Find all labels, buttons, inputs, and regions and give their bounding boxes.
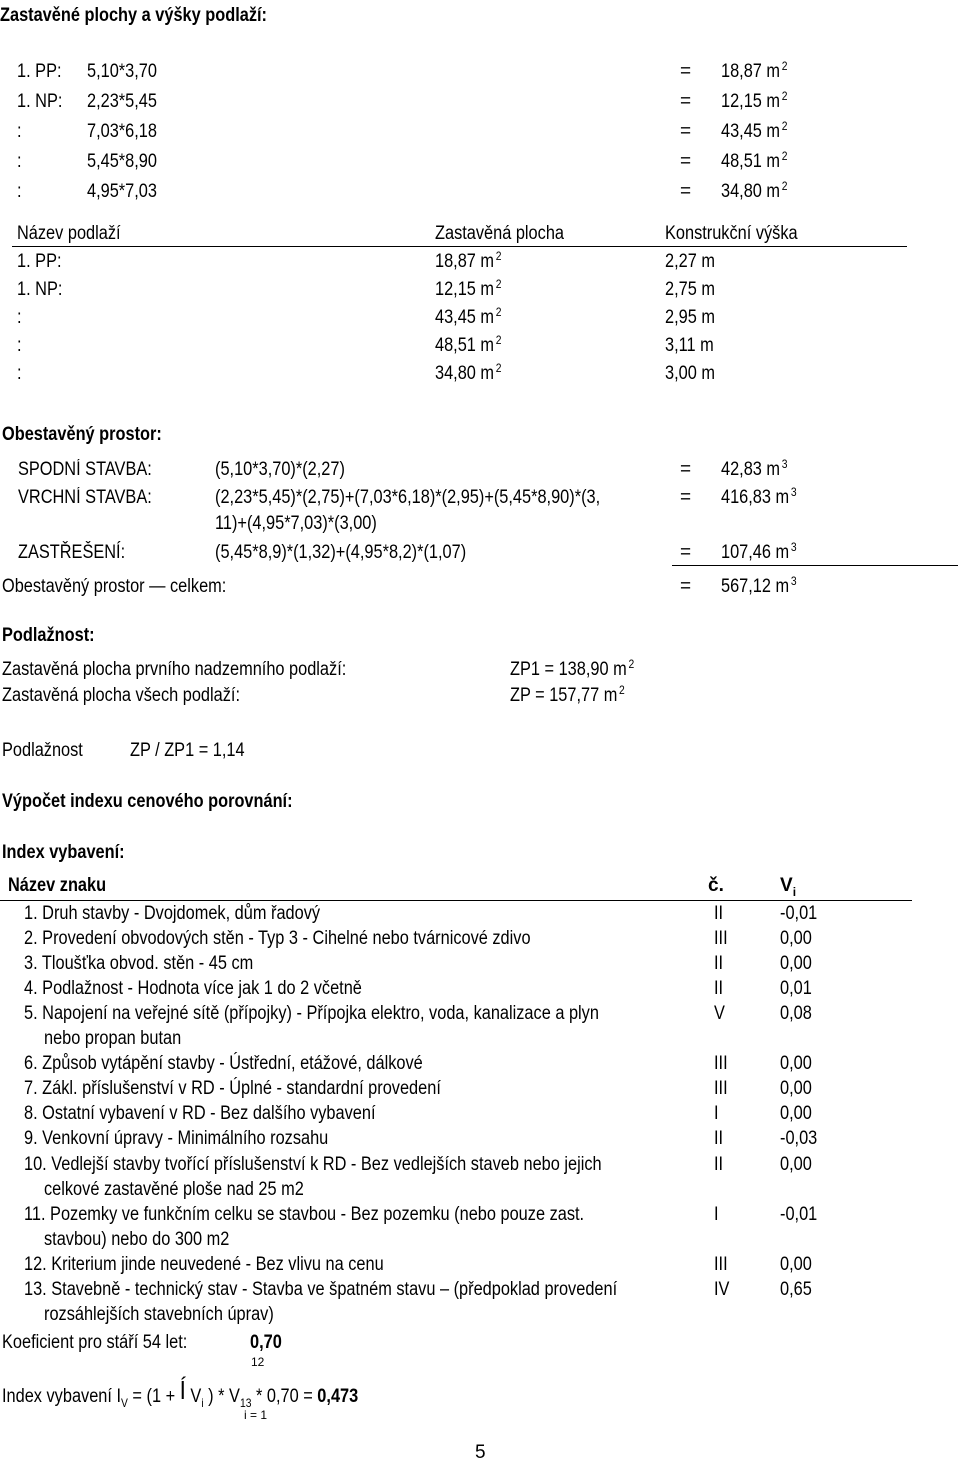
equipment-item-class: II <box>714 903 724 924</box>
price-index-title: Výpočet indexu cenového porovnání: <box>2 791 293 812</box>
floor-row-height: 2,27 m <box>665 251 715 272</box>
equipment-item-text: 4. Podlažnost - Hodnota více jak 1 do 2 včetně <box>24 978 362 999</box>
equipment-item-class: IV <box>714 1279 730 1300</box>
volume-value-1: 42,83 m $^3$ <box>721 457 788 480</box>
age-coefficient-value: 0,70 <box>250 1332 282 1353</box>
areas-row-label: : <box>17 181 22 202</box>
equipment-header-no: č. <box>708 875 724 896</box>
equipment-header-vi: $V_i$ <box>780 875 797 899</box>
equipment-item-value: -0,01 <box>780 903 818 924</box>
areas-row-label: : <box>17 121 22 142</box>
volume-eq-1: = <box>680 459 692 480</box>
floor-row-height: 3,00 m <box>665 363 715 384</box>
sum-sign: Í <box>179 1375 186 1405</box>
equipment-item-value: 0,00 <box>780 1053 812 1074</box>
equipment-item-text: 6. Způsob vytápění stavby - Ústřední, etážové, dálkové <box>24 1053 423 1074</box>
volume-formula-3: (5,45*8,9)*(1,32)+(4,95*8,2)*(1,07) <box>215 542 467 563</box>
equipment-item-text-cont: stavbou) nebo do 300 m2 <box>44 1229 230 1250</box>
equipment-item-text-cont: nebo propan butan <box>44 1028 182 1049</box>
volume-label-2: VRCHNÍ STAVBA: <box>18 487 152 508</box>
equipment-item-text: 10. Vedlejší stavby tvořící příslušenství k RD - Bez vedlejších staveb nebo jejich <box>24 1154 602 1175</box>
areas-row-value: 18,87 m $^2$ <box>721 59 788 82</box>
volume-formula-2-cont: 11)+(4,95*7,03)*(3,00) <box>215 513 377 534</box>
equipment-item-text: 12. Kriterium jinde neuvedené - Bez vlivu na cenu <box>24 1254 384 1275</box>
floor-row-area: 34,80 m $^2$ <box>435 361 502 384</box>
equipment-item-text-cont: celkové zastavěné ploše nad 25 m2 <box>44 1179 304 1200</box>
areas-row-eq: = <box>680 151 692 172</box>
equipment-item-value: -0,01 <box>780 1204 818 1225</box>
floor-header-height: Konstrukční výška <box>665 223 798 244</box>
equipment-title: Index vybavení: <box>2 842 125 863</box>
density-result-value: ZP / ZP1 = 1,14 <box>130 740 245 761</box>
floor-row-height: 2,75 m <box>665 279 715 300</box>
volume-title: Obestavěný prostor: <box>2 424 162 445</box>
density-label-2: Zastavěná plocha všech podlaží: <box>2 685 240 706</box>
areas-row-eq: = <box>680 91 692 112</box>
density-value-1: ZP1 = 138,90 m $^2$ <box>510 657 635 680</box>
equipment-item-class: II <box>714 978 724 999</box>
floor-header-rule <box>12 246 907 247</box>
volume-formula-2: (2,23*5,45)*(2,75)+(7,03*6,18)*(2,95)+(5,45*8,90)*(3, <box>215 487 601 508</box>
sum-lower-limit: i = 1 <box>244 1408 268 1422</box>
equipment-item-text-cont: rozsáhlejších stavebních úprav) <box>44 1304 274 1325</box>
equipment-item-value: 0,00 <box>780 1078 812 1099</box>
floor-row-area: 43,45 m $^2$ <box>435 305 502 328</box>
equipment-item-class: I <box>714 1103 719 1124</box>
volume-total-eq: = <box>680 576 692 597</box>
areas-row-eq: = <box>680 61 692 82</box>
areas-title: Zastavěné plochy a výšky podlaží: <box>0 5 268 26</box>
page-number: 5 <box>475 1442 486 1463</box>
floor-header-name: Název podlaží <box>17 223 121 244</box>
floor-row-name: : <box>17 335 22 356</box>
equipment-item-value: 0,00 <box>780 928 812 949</box>
floor-row-height: 2,95 m <box>665 307 715 328</box>
sum-upper-limit: 12 <box>251 1355 265 1369</box>
equipment-item-class: III <box>714 928 728 949</box>
floor-row-name: : <box>17 307 22 328</box>
volume-total-label: Obestavěný prostor — celkem: <box>2 576 227 597</box>
areas-row-value: 43,45 m $^2$ <box>721 119 788 142</box>
floor-row-area: 18,87 m $^2$ <box>435 249 502 272</box>
equipment-item-text: 1. Druh stavby - Dvojdomek, dům řadový <box>24 903 321 924</box>
areas-row-value: 48,51 m $^2$ <box>721 149 788 172</box>
areas-row-formula: 2,23*5,45 <box>87 91 157 112</box>
equipment-item-text: 7. Zákl. příslušenství v RD - Úplné - standardní provedení <box>24 1078 441 1099</box>
equipment-item-value: -0,03 <box>780 1128 818 1149</box>
equipment-item-value: 0,65 <box>780 1279 812 1300</box>
volume-value-2: 416,83 m $^3$ <box>721 485 797 508</box>
volume-eq-2: = <box>680 487 692 508</box>
equipment-item-class: III <box>714 1053 728 1074</box>
equipment-item-value: 0,00 <box>780 1154 812 1175</box>
areas-row-eq: = <box>680 181 692 202</box>
floor-row-name: : <box>17 363 22 384</box>
volume-label-1: SPODNÍ STAVBA: <box>18 459 152 480</box>
floor-row-area: 12,15 m $^2$ <box>435 277 502 300</box>
areas-row-eq: = <box>680 121 692 142</box>
equipment-item-class: III <box>714 1254 728 1275</box>
equipment-item-value: 0,08 <box>780 1003 812 1024</box>
areas-row-value: 12,15 m $^2$ <box>721 89 788 112</box>
areas-row-formula: 5,10*3,70 <box>87 61 157 82</box>
equipment-item-class: I <box>714 1204 719 1225</box>
equipment-item-class: II <box>714 1154 724 1175</box>
equipment-item-value: 0,01 <box>780 978 812 999</box>
equipment-item-text: 13. Stavebně - technický stav - Stavba ve špatném stavu – (předpoklad provedení <box>24 1279 618 1300</box>
areas-row-formula: 4,95*7,03 <box>87 181 157 202</box>
equipment-header-name: Název znaku <box>8 875 107 896</box>
equipment-item-class: V <box>714 1003 725 1024</box>
floor-header-area: Zastavěná plocha <box>435 223 564 244</box>
equipment-formula: Index vybavení $I_V = (1$ + Í $V_i$ ) * $V_{13} * 0,70 = 0,473$ <box>2 1375 359 1410</box>
areas-row-label: 1. NP: <box>17 91 63 112</box>
equipment-item-class: II <box>714 1128 724 1149</box>
volume-total-value: 567,12 m $^3$ <box>721 574 797 597</box>
floor-row-name: 1. NP: <box>17 279 63 300</box>
volume-label-3: ZASTŘEŠENÍ: <box>18 542 126 563</box>
equipment-item-text: 8. Ostatní vybavení v RD - Bez dalšího vybavení <box>24 1103 376 1124</box>
equipment-item-value: 0,00 <box>780 1103 812 1124</box>
areas-row-formula: 5,45*8,90 <box>87 151 157 172</box>
areas-row-formula: 7,03*6,18 <box>87 121 157 142</box>
density-label-1: Zastavěná plocha prvního nadzemního podlaží: <box>2 659 347 680</box>
volume-formula-1: (5,10*3,70)*(2,27) <box>215 459 345 480</box>
equipment-item-value: 0,00 <box>780 953 812 974</box>
density-title: Podlažnost: <box>2 625 95 646</box>
equipment-item-class: III <box>714 1078 728 1099</box>
age-coefficient-label: Koeficient pro stáří 54 let: <box>2 1332 188 1353</box>
equipment-item-text: 2. Provedení obvodových stěn - Typ 3 - Cihelné nebo tvárnicové zdivo <box>24 928 531 949</box>
volume-value-3: 107,46 m $^3$ <box>721 540 797 563</box>
areas-row-label: : <box>17 151 22 172</box>
volume-eq-3: = <box>680 542 692 563</box>
equipment-item-text: 3. Tloušťka obvod. stěn - 45 cm <box>24 953 254 974</box>
floor-row-name: 1. PP: <box>17 251 62 272</box>
equipment-header-rule <box>0 900 912 901</box>
density-result-label: Podlažnost <box>2 740 83 761</box>
equipment-item-text: 11. Pozemky ve funkčním celku se stavbou - Bez pozemku (nebo pouze zast. <box>24 1204 585 1225</box>
equipment-item-class: II <box>714 953 724 974</box>
equipment-item-text: 5. Napojení na veřejné sítě (přípojky) - Přípojka elektro, voda, kanalizace a plyn <box>24 1003 599 1024</box>
areas-row-label: 1. PP: <box>17 61 62 82</box>
areas-row-value: 34,80 m $^2$ <box>721 179 788 202</box>
equipment-item-text: 9. Venkovní úpravy - Minimálního rozsahu <box>24 1128 329 1149</box>
floor-row-area: 48,51 m $^2$ <box>435 333 502 356</box>
volume-total-rule <box>672 565 958 566</box>
density-value-2: ZP = 157,77 m $^2$ <box>510 683 625 706</box>
equipment-item-value: 0,00 <box>780 1254 812 1275</box>
floor-row-height: 3,11 m <box>665 335 714 356</box>
